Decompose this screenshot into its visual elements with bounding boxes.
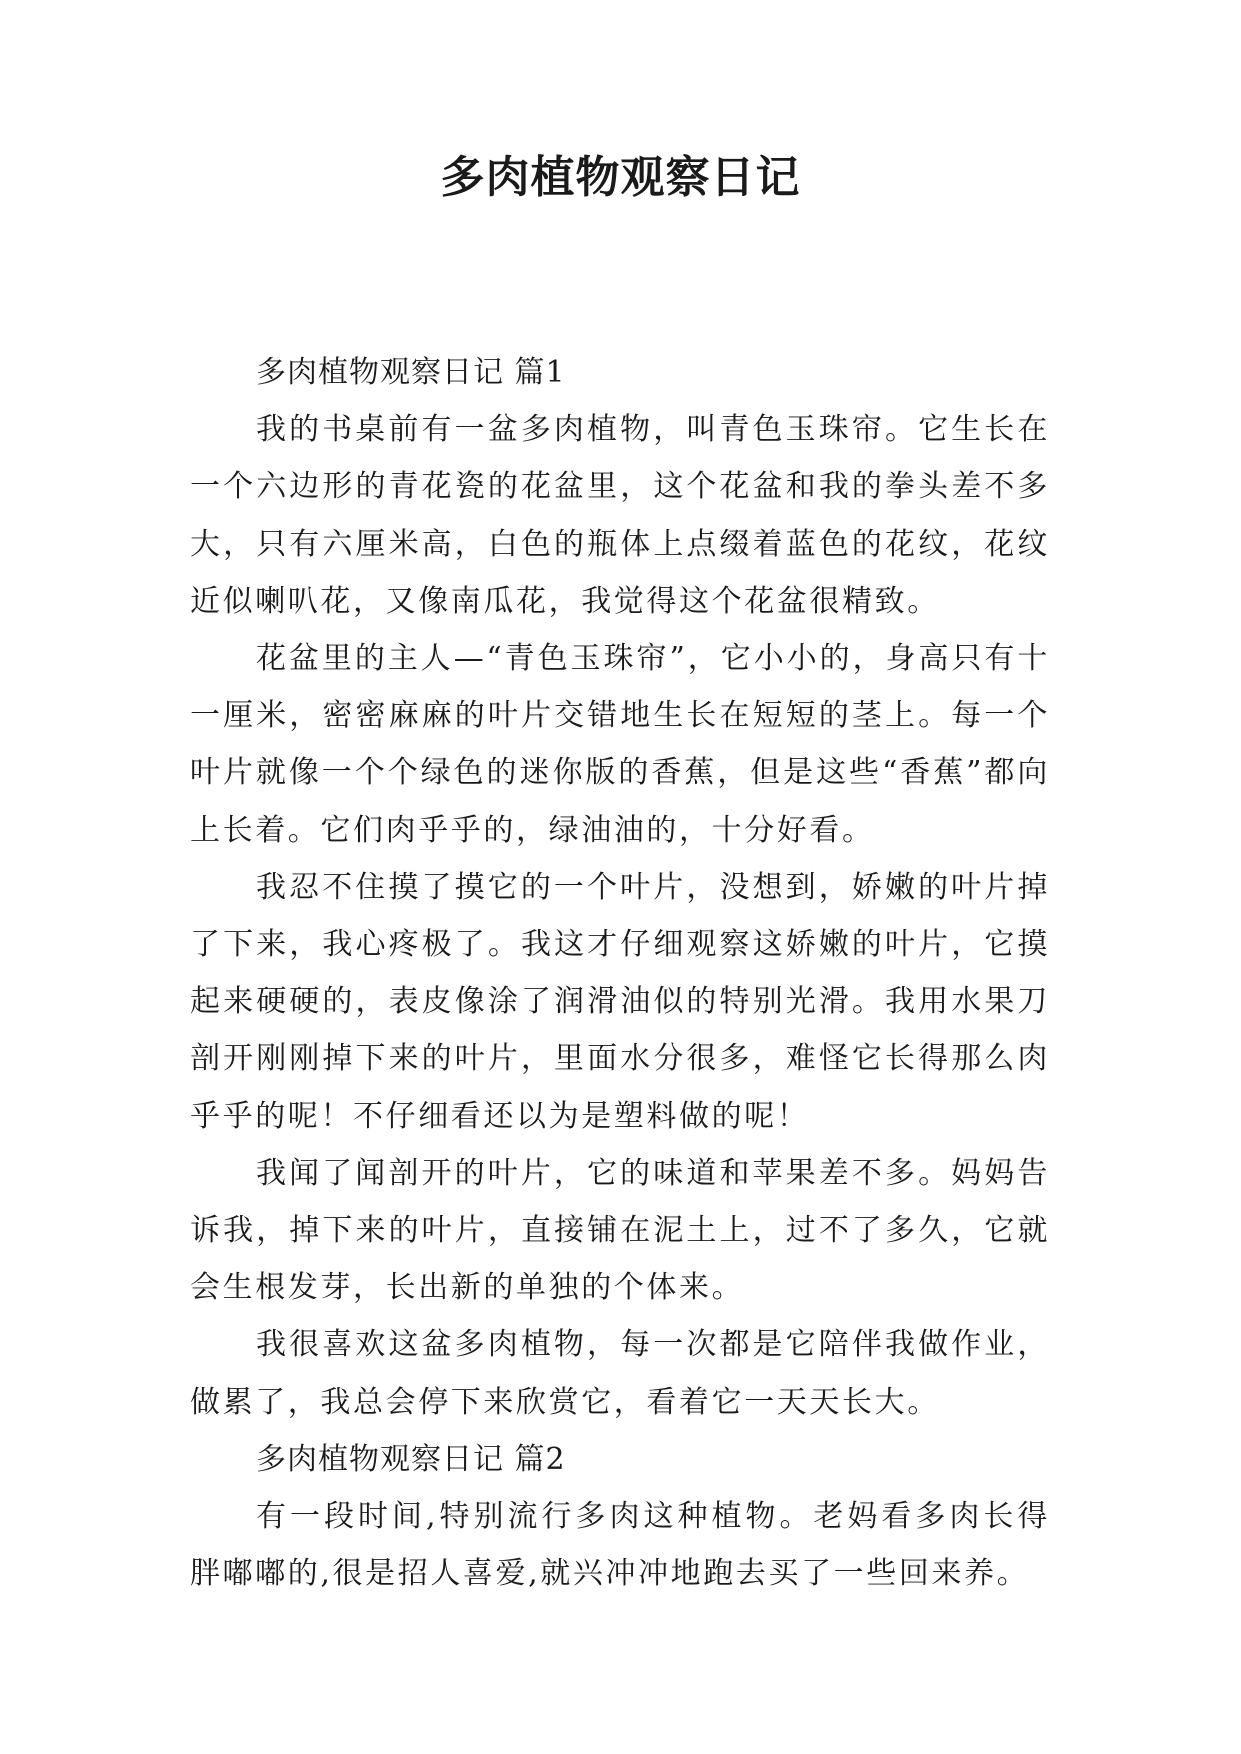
paragraph-1: 我的书桌前有一盆多肉植物，叫青色玉珠帘。它生长在一个六边形的青花瓷的花盆里，这个花盆和我的拳头差不多大，只有六厘米高，白色的瓶体上点缀着蓝色的花纹，花纹近似喇叭花，又像南瓜花，我觉得这个花盆很精致。: [190, 412, 1050, 619]
document-body: [190, 344, 1050, 1602]
paragraph-3: 我忍不住摸了摸它的一个叶片，没想到，娇嫩的叶片掉了下来，我心疼极了。我这才仔细观察这娇嫩的叶片，它摸起来硬硬的，表皮像涂了润滑油似的特别光滑。我用水果刀剖开刚刚掉下来的叶片，里面水分很多，难怪它长得那么肉乎乎的呢！不仔细看还以为是塑料做的呢！: [190, 869, 1050, 1134]
section-heading-1: 多肉植物观察日记 篇1: [256, 355, 566, 390]
paragraph-4: 我闻了闻剖开的叶片，它的味道和苹果差不多。妈妈告诉我，掉下来的叶片，直接铺在泥土上，过不了多久，它就会生根发芽，长出新的单独的个体来。: [190, 1155, 1050, 1306]
section-heading-2: 多肉植物观察日记 篇2: [256, 1441, 566, 1477]
document-title: 多肉植物观察日记: [440, 152, 801, 203]
paragraph-5: 我很喜欢这盆多肉植物，每一次都是它陪伴我做作业，做累了，我总会停下来欣赏它，看着它一天天长大。: [190, 1327, 1050, 1420]
paragraph-6: 有一段时间,特别流行多肉这种植物。老妈看多肉长得胖嘟嘟的,很是招人喜爱,就兴冲冲地跑去买了一些回来养。: [190, 1499, 1050, 1592]
paragraph-2: 花盆里的主人—“青色玉珠帘”，它小小的，身高只有十一厘米，密密麻麻的叶片交错地生长在短短的茎上。每一个叶片就像一个个绿色的迷你版的香蕉，但是这些“香蕉”都向上长着。它们肉乎乎的，绿油油的，十分好看。: [190, 641, 1050, 848]
